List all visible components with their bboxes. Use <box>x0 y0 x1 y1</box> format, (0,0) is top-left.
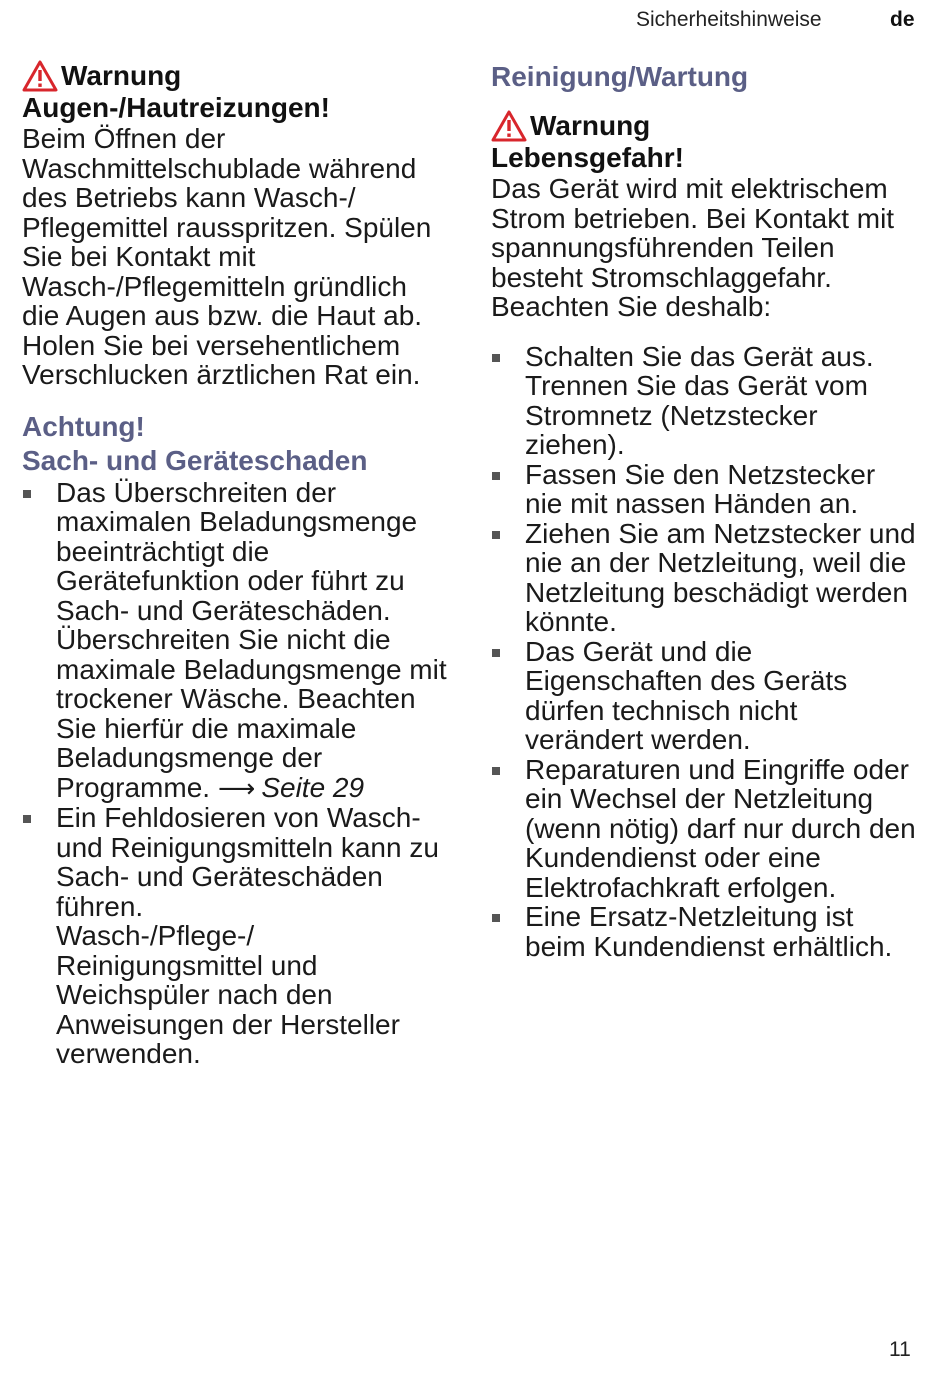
caution-title: Achtung! <box>22 410 145 442</box>
list-item-text: Reparaturen und Eingriffe oder ein Wechsel der Netzleitung (wenn nötig) darf nur durch den Kundendienst oder eine Elektrofachkraft erfolgen. <box>525 753 916 903</box>
warning-title: Warnung <box>61 60 182 91</box>
list-item-text: Ein Fehldosieren von Wasch- und Reinigungsmitteln kann zu Sach- und Geräteschäden führen. <box>56 802 439 922</box>
warning-subtitle: Augen-/Hautreizungen! <box>22 92 330 123</box>
header-section-title: Sicherheitshinweise <box>636 8 822 31</box>
list-item <box>22 803 452 1069</box>
safety-list <box>491 342 919 962</box>
square-bullet-icon <box>492 531 500 539</box>
warning-triangle-icon <box>22 60 58 92</box>
square-bullet-icon <box>492 472 500 480</box>
list-item <box>491 460 919 519</box>
warning-title-row <box>22 60 452 92</box>
square-bullet-icon <box>492 767 500 775</box>
square-bullet-icon <box>23 815 31 823</box>
caution-subtitle: Sach- und Geräteschaden <box>22 444 368 476</box>
list-item <box>22 478 452 804</box>
caution-list <box>22 478 452 1069</box>
section-heading: Reinigung/Wartung <box>491 61 749 92</box>
list-item-text: Fassen Sie den Netzstecker nie mit nassen Händen an. <box>525 458 876 519</box>
square-bullet-icon <box>492 914 500 922</box>
list-item-text: Ziehen Sie am Netzstecker und nie an der Netzleitung, weil die Netzleitung beschädigt werden könnte. <box>525 517 916 637</box>
list-item <box>491 519 919 637</box>
list-item <box>491 637 919 755</box>
warning-subtitle: Lebensgefahr! <box>491 142 684 173</box>
list-item-text: Das Gerät und die Eigenschaften des Geräts dürfen technisch nicht verändert werden. <box>525 635 848 755</box>
list-item-text: Eine Ersatz-Netzleitung ist beim Kundendienst erhältlich. <box>525 901 893 962</box>
list-item <box>491 902 919 961</box>
warning-body: Beim Öffnen der Waschmittelschublade während des Betriebs kann Wasch-/ Pflegemittel rausspritzen. Spülen Sie bei Kontakt mit Wasch-/Pflegemitteln gründlich die Augen aus bzw. die Haut ab. Holen Sie bei versehentlichem Verschlucken ärztlichen Rat ein. <box>22 123 432 390</box>
warning-triangle-icon <box>491 110 527 142</box>
square-bullet-icon <box>492 354 500 362</box>
warning-body: Das Gerät wird mit elektrischem Strom betrieben. Bei Kontakt mit spannungsführenden Teilen besteht Stromschlaggefahr. Beachten Sie deshalb: <box>491 173 895 322</box>
list-item-text: Das Überschreiten der maximalen Beladungsmenge beeinträchtigt die Gerätefunktion oder führt zu Sach- und Geräteschäden. Überschreiten Sie nicht die maximale Beladungsmenge mit trockener Wäsche. Beachten Sie hierfür die maximale Beladungsmenge der Programme. <box>56 476 447 803</box>
page-number: 11 <box>889 1338 911 1361</box>
list-item-extra-text: Wasch-/Pflege-/ Reinigungsmittel und Weichspüler nach den Anweisungen der Hersteller verwenden. <box>56 920 400 1069</box>
header-language-code: de <box>890 8 915 31</box>
warning-block-skin-irritation <box>22 60 452 390</box>
warning-title-row <box>491 110 919 142</box>
warning-block-danger <box>491 110 919 322</box>
square-bullet-icon <box>492 649 500 657</box>
list-item-text: Schalten Sie das Gerät aus. Trennen Sie das Gerät vom Stromnetz (Netzstecker ziehen). <box>525 340 874 460</box>
warning-title: Warnung <box>530 110 651 141</box>
page-reference-link[interactable]: Seite 29 <box>261 771 365 803</box>
left-column <box>22 60 452 1069</box>
long-arrow-right-icon: ⟶ <box>218 772 256 803</box>
list-item <box>491 755 919 903</box>
square-bullet-icon <box>23 490 31 498</box>
list-item <box>491 342 919 460</box>
caution-block <box>22 410 452 1069</box>
right-column <box>491 60 919 961</box>
